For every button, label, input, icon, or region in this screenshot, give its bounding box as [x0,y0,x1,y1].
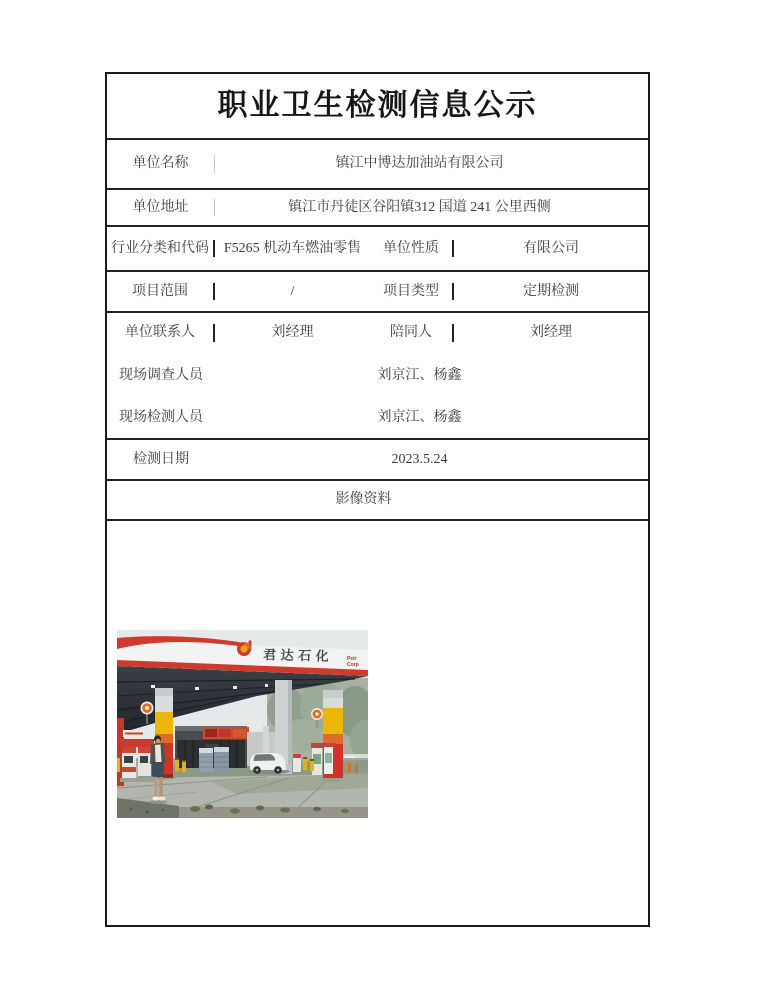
testing-staff-value: 刘京江、杨鑫 [377,410,462,426]
media-cell [107,521,648,925]
unit-name-value: 镇江中博达加油站有限公司 [335,156,504,172]
person-shorts [152,762,165,777]
unit-address-value: 镇江市丹徒区谷阳镇312 国道 241 公里西侧 [288,199,551,215]
row-contact [107,313,648,353]
gas-station-photo-illustration [117,630,368,818]
row-media-header [107,481,648,521]
row-survey-staff [107,353,648,398]
unit-nature-value: 有限公司 [452,240,648,258]
disclosure-table [105,72,650,927]
project-type-label: 项目类型 [383,283,439,299]
canopy-light [195,687,199,690]
canopy-sign-subtext-2: Corp [347,662,359,668]
project-scope-value: / [290,283,295,299]
survey-staff-label: 现场调查人员 [119,367,203,383]
accompanying-label: 陪同人 [390,325,432,341]
row-unit-address [107,190,648,227]
testing-date-label: 检测日期 [133,451,189,467]
unit-nature-label: 单位性质 [383,240,439,256]
unit-address-label: 单位地址 [107,199,215,217]
row-testing-date [107,440,648,481]
canopy-light [265,684,268,687]
row-project [107,272,648,313]
canopy-light [151,685,155,688]
accompanying-value: 刘经理 [452,324,648,342]
title-row [107,74,648,140]
row-unit-name [107,140,648,190]
project-scope-label: 项目范围 [107,283,215,301]
industry-value: F5265 机动车燃油零售 [223,240,362,256]
testing-staff-label: 现场检测人员 [119,410,203,426]
testing-date-value: 2023.5.24 [391,451,448,467]
canopy-sign-subtext-1: Petr [347,656,357,662]
canopy-sign-text: 君达石化 [262,647,334,664]
person-shirt [155,745,162,763]
unit-name-label: 单位名称 [107,155,215,173]
row-testing-staff [107,398,648,440]
unit-contact-value: 刘经理 [271,325,314,341]
storage-containers [197,747,234,775]
document-title: 职业卫生检测信息公示 [217,89,538,122]
site-photo [117,630,368,818]
industry-label: 行业分类和代码 [107,240,215,258]
survey-staff-value: 刘京江、杨鑫 [377,367,462,383]
media-section-label: 影像资料 [335,492,392,508]
row-industry [107,227,648,272]
canopy-light [233,686,237,689]
unit-contact-label: 单位联系人 [107,324,215,342]
fuel-dispenser-center [293,754,301,772]
project-type-value: 定期检测 [452,283,648,301]
